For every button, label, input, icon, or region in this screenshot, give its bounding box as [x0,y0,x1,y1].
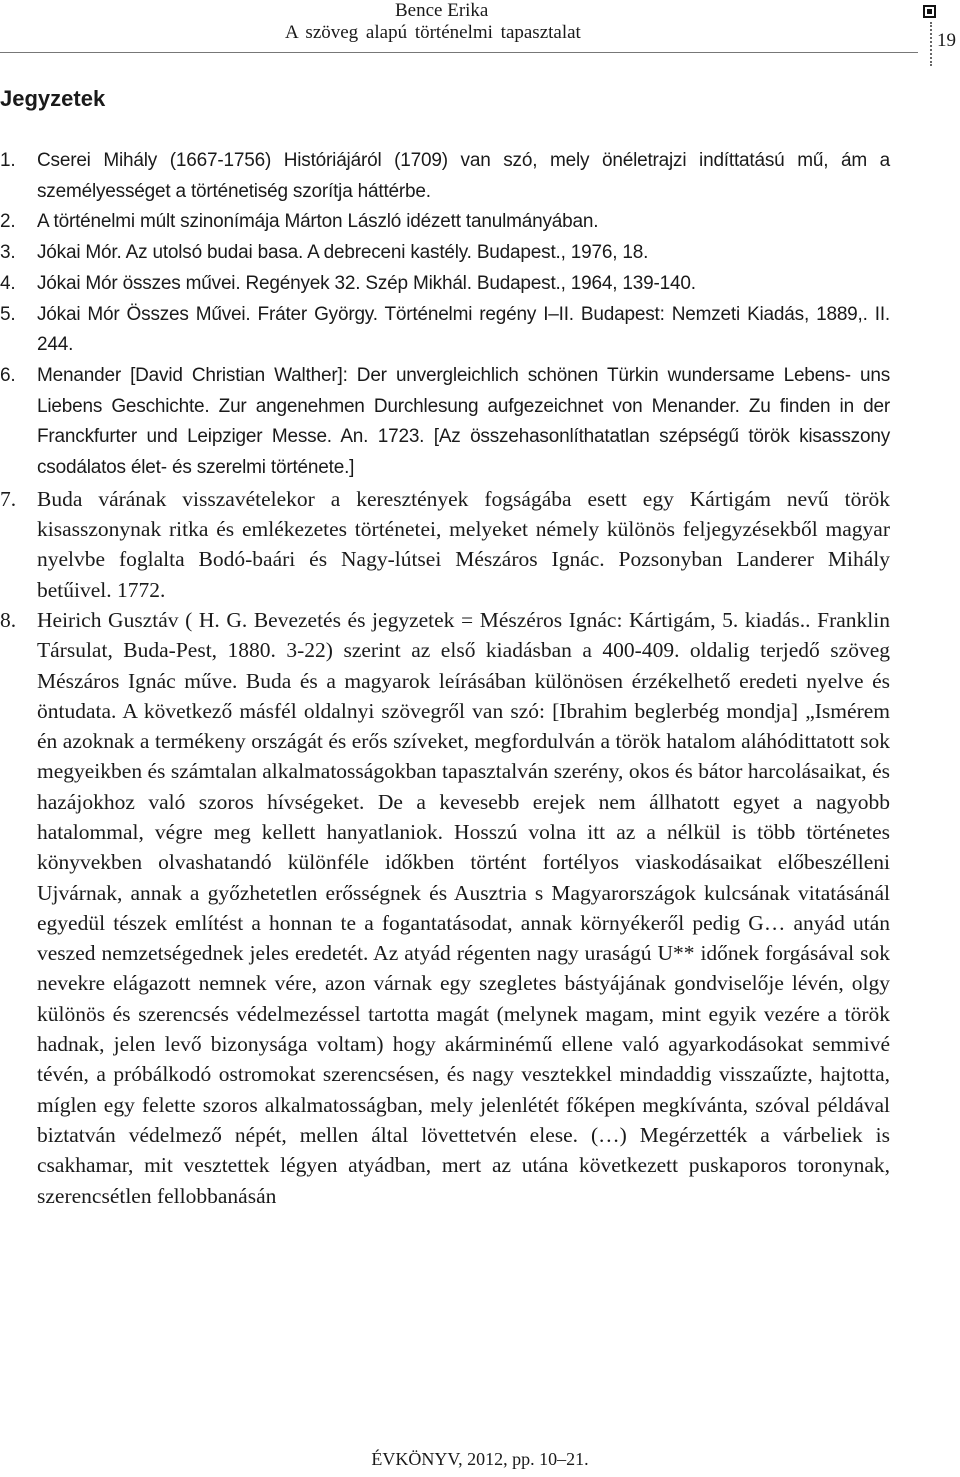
page-number: 19 [937,30,956,51]
note-text: Buda várának visszavételekor a keresztények fogságába esett egy Kártigám nevű török kisasszonynak ritka és emlékezetes történetei, melyeket némely különös feljegyzésekből magyar nyelvbe foglalta Bodó-baári és Nagy-lútsei Mészáros Ignác. Pozsonyban Landerer Mihály betűivel. 1772. [37,486,890,602]
note-text: Heirich Gusztáv ( H. G. Bevezetés és jegyzetek = Mészéros Ignác: Kártigám, 5. kiadás.. Franklin Társulat, Buda-Pest, 1880. 3-22) szerint az első kiadásban a 400-409. oldalig terjedő szöveg Mészáros Ignác műve. Buda és a magyarok leírásában különösen érzékelhető eredeti nyelve és öntudata. A következő másfél oldalnyi szövegről van szó: [Ibrahim beglerbég mondja] „Ismérem én azoknak a termékeny országát és erős szíveket, megfordulván a török hatalom aláhódittatott sok megyeikben és számtalan alkalmatosságokban tapasztalván szerény, okos és bátor harcolásaikat, és hazájokhoz való szoros hívségeket. De a kevesebb erejek nem állhatott egyet a nagyobb hatalommal, végre meg kellett hanyatlaniok. Hosszú volna itt az a nélkül is több történetes könyvekben olvashatandó különféle időkben történt fortélyos viaskodásaikat előbeszélleni Ujvárnak, annak a győzhetetlen erősségnek és Ausztria s Magyarországok kulcsának vitatásánál egyedül tészek említést a honnan te a fogantatásodat, annak környékeről pedig G… anyád után veszed nemzetségednek jeles eredetét. Az atyád régenten nagy uraságú U** időnek forgásával sok nevekre elágazott nemnek vére, azon várnak egy szegletes bástyájának gondviselője lévén, olgy különös és szerencsés védelmezéssel tartotta magát (melynek magam, mint egyik vezére a török hadnak, jelen levő bizonysága voltam) hogy akárminémű ellene való agyarkodásokat semmivé tévén, a próbálkodó ostromokat szerencsésen, és nagy vesztekkel mindaddig visszaűzte, hajtotta, míglen egy felette szoros alkalmatosságban, mely jelenlétét főképen megkívánta, szóval példával biztatván védelmező népét, mellen által lövettetvén elese. (…) Megérzették a várbeliek is csakhamar, mit vesztettek légyen atyádban, mert az utána következett puskaporos toronynak, szerencsétlen fellobbanásán [37,607,890,1208]
note-number: 7. [0,486,17,511]
note-6 [0,361,890,484]
note-number: 5. [0,303,16,325]
note-number: 8. [0,607,17,632]
note-number: 4. [0,272,16,294]
section-heading: Jegyzetek [0,86,106,111]
note-number: 3. [0,242,16,264]
corner-square-icon [923,5,936,18]
note-number: 2. [0,211,16,233]
note-text: Jókai Mór összes művei. Regények 32. Szép Mikhál. Budapest., 1964, 139-140. [37,272,696,294]
note-3 [0,238,890,269]
note-number: 1. [0,150,16,171]
note-8 [0,605,890,1211]
header-title: A szöveg alapú történelmi tapasztalat [285,22,581,43]
note-text: Jókai Mór. Az utolsó budai basa. A debreceni kastély. Budapest., 1976, 18. [37,242,649,264]
note-text: Cserei Mihály (1667-1756) Históriájáról (1709) van szó, mely önéletrajzi indíttatású mű, ám a személyességet a történetiség szorítja háttérbe. [37,150,890,202]
note-text: Menander [David Christian Walther]: Der unvergleichlich schönen Türkin wundersame Lebens- uns Liebens Geschichte. Zur angenehmen Durchlesung aufgezeichnet von Menander. Zu finden in der Franckfurter und Leipziger Messe. An. 1723. [Az összehasonlíthatatlan szépségű török kisasszony csodálatos élet- és szerelmi története.] [37,364,890,479]
page-number-divider [930,22,932,66]
note-1 [0,146,890,207]
notes-list [0,146,890,1211]
note-5 [0,300,890,361]
note-7 [0,484,890,605]
note-text: Jókai Mór Összes Művei. Fráter György. Történelmi regény I–II. Budapest: Nemzeti Kiadás, 1889,. II. 244. [37,303,890,356]
header-author: Bence Erika [395,0,489,21]
header-rule [0,52,918,53]
note-2 [0,207,890,238]
page-footer: ÉVKÖNYV, 2012, pp. 10–21. [371,1449,589,1469]
note-number: 6. [0,364,16,386]
note-4 [0,269,890,300]
note-text: A történelmi múlt szinonímája Márton László idézett tanulmányában. [37,211,599,233]
